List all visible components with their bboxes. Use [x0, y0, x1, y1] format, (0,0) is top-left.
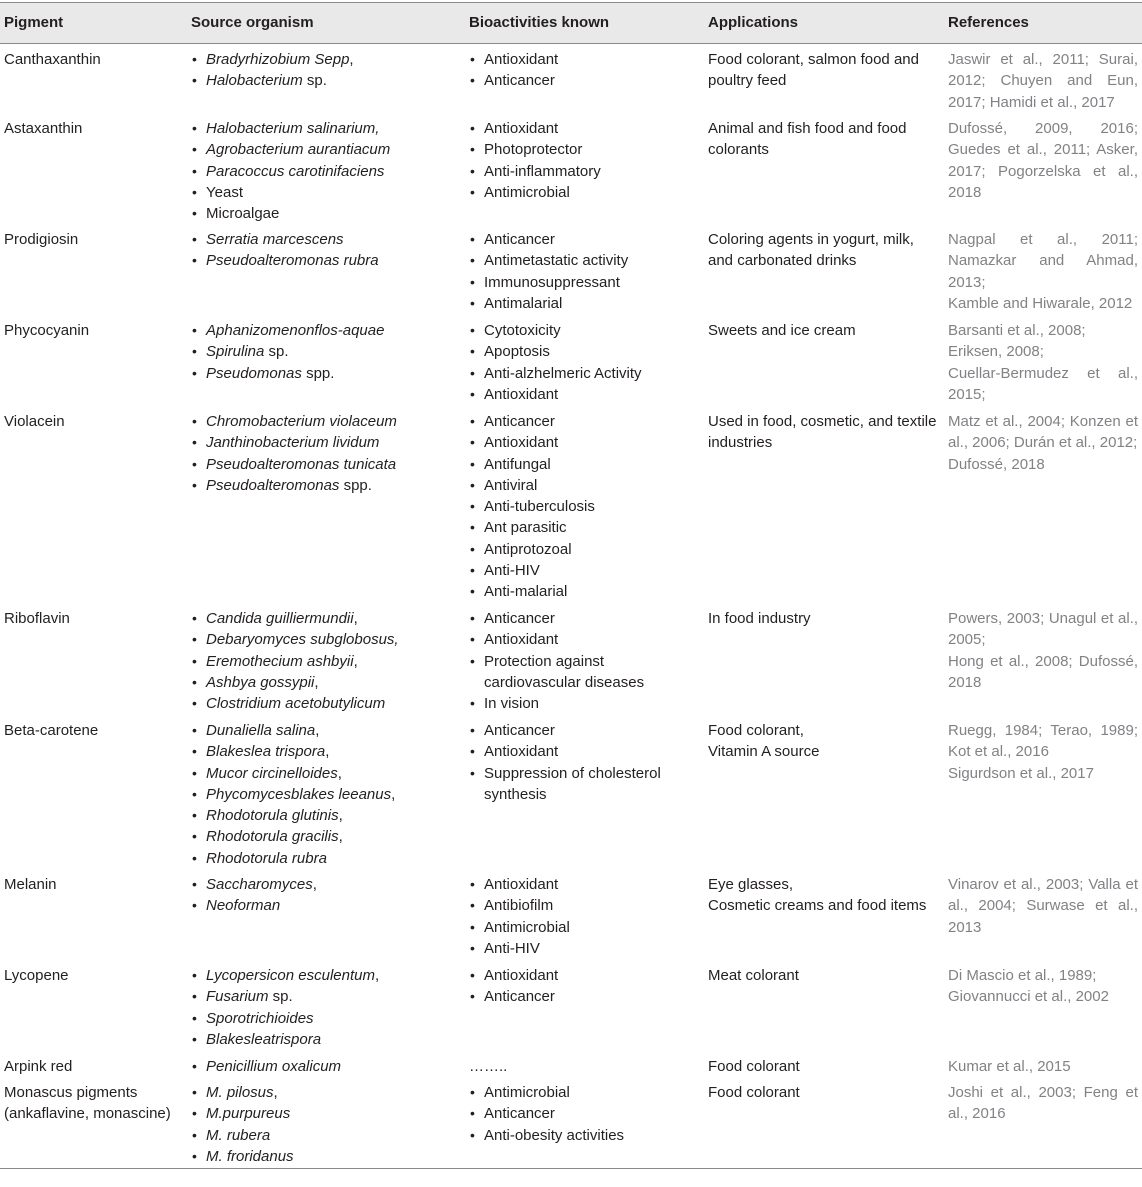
source-organism-item: • Blakesleatrispora: [191, 1029, 461, 1050]
source-organism-item: • Rhodotorula gracilis,: [191, 826, 461, 847]
application-cell: Meat colorant: [708, 967, 799, 984]
source-organism-cell: [191, 1082, 461, 1167]
references-cell: [948, 1056, 1138, 1077]
pigment-cell: Beta-carotene: [4, 722, 99, 739]
source-organism-item: • Microalgae: [191, 203, 461, 224]
references-cell: [948, 608, 1138, 693]
reference-text: Kamble and Hiwarale, 2012: [948, 294, 1133, 312]
source-organism-item: • Serratia marcescens: [191, 229, 461, 250]
bioactivity-item: • Antiprotozoal: [469, 539, 701, 560]
bioactivity-item: • Antioxidant: [469, 432, 701, 453]
table-row: [0, 1077, 1142, 1168]
bioactivity-item: • Cytotoxicity: [469, 320, 701, 341]
reference-text: Sigurdson et al., 2017: [948, 764, 1094, 782]
reference-text: Di Mascio et al., 1989;: [948, 967, 1097, 984]
bioactivity-item: • Antioxidant: [469, 49, 701, 70]
source-organism-item: • Pseudoalteromonas rubra: [191, 250, 461, 271]
bioactivity-item: • Apoptosis: [469, 341, 701, 362]
pigment-cell: Lycopene: [4, 967, 69, 984]
bioactivity-item: • Anti-HIV: [469, 938, 701, 959]
source-organism-item: • Agrobacterium aurantiacum: [191, 139, 461, 160]
source-organism-item: • M. pilosus,: [191, 1082, 461, 1103]
pigment-cell: Prodigiosin: [4, 231, 79, 248]
source-organism-item: • Ashbya gossypii,: [191, 672, 461, 693]
source-organism-item: • Pseudoalteromonas spp.: [191, 475, 461, 496]
reference-text: Nagpal et al., 2011; Namazkar and Ahmad, 2013;: [948, 231, 1138, 291]
application-cell: Eye glasses, Cosmetic creams and food items: [708, 876, 927, 915]
bioactivities-cell: [469, 720, 701, 805]
application-cell: Coloring agents in yogurt, milk, and carbonated drinks: [708, 231, 914, 270]
reference-text: Giovannucci et al., 2002: [948, 988, 1109, 1006]
application-cell: Food colorant: [708, 1058, 800, 1075]
reference-text: Kumar et al., 2015: [948, 1058, 1071, 1075]
source-organism-cell: [191, 608, 461, 714]
application-cell: Sweets and ice cream: [708, 322, 856, 339]
references-cell: [948, 118, 1138, 203]
bioactivity-item: • Antioxidant: [469, 629, 701, 650]
table-body: [0, 44, 1142, 1168]
header-source-organism: Source organism: [191, 14, 314, 31]
bioactivity-item: • Anticancer: [469, 720, 701, 741]
source-organism-cell: [191, 118, 461, 224]
bioactivity-item: • Antimicrobial: [469, 182, 701, 203]
source-organism-cell: [191, 965, 461, 1050]
reference-text: Ruegg, 1984; Terao, 1989; Kot et al., 2016: [948, 722, 1138, 761]
source-organism-item: • Blakeslea trispora,: [191, 741, 461, 762]
bioactivity-item: • Antimicrobial: [469, 1082, 701, 1103]
bioactivity-item: • Ant parasitic: [469, 517, 701, 538]
bioactivities-cell: [469, 49, 701, 92]
bioactivities-cell: [469, 320, 701, 405]
bioactivities-cell: [469, 965, 701, 1008]
bioactivity-item: • Anti-tuberculosis: [469, 496, 701, 517]
references-cell: [948, 1082, 1138, 1125]
header-pigment: Pigment: [4, 14, 64, 31]
pigment-cell: Riboflavin: [4, 610, 70, 627]
bioactivity-item: • Anti-inflammatory: [469, 161, 701, 182]
bioactivity-item: • Anticancer: [469, 986, 701, 1007]
pigment-cell: Canthaxanthin: [4, 51, 101, 68]
bioactivities-cell: [469, 229, 701, 314]
table-row: [0, 113, 1142, 224]
source-organism-cell: [191, 720, 461, 869]
references-cell: [948, 229, 1138, 314]
pigment-cell: Phycocyanin: [4, 322, 90, 339]
bioactivity-item: • Antioxidant: [469, 118, 701, 139]
bioactivity-item: • Suppression of cholesterol synthesis: [469, 763, 701, 806]
bioactivity-item: • Antioxidant: [469, 874, 701, 895]
pigment-cell: Monascus pigments (ankaflavine, monascine): [4, 1084, 171, 1123]
bioactivity-item: • Antioxidant: [469, 965, 701, 986]
source-organism-item: • Rhodotorula glutinis,: [191, 805, 461, 826]
bioactivity-item: • Anti-obesity activities: [469, 1125, 701, 1146]
source-organism-item: • Clostridium acetobutylicum: [191, 693, 461, 714]
source-organism-item: • Chromobacterium violaceum: [191, 411, 461, 432]
source-organism-cell: [191, 49, 461, 92]
source-organism-item: • Dunaliella salina,: [191, 720, 461, 741]
bioactivity-item: • Anticancer: [469, 229, 701, 250]
pigment-cell: Violacein: [4, 413, 65, 430]
table-row: [0, 224, 1142, 315]
application-cell: In food industry: [708, 610, 811, 627]
bioactivity-item: • Antifungal: [469, 454, 701, 475]
bioactivity-item: • Anti-HIV: [469, 560, 701, 581]
table-row: [0, 44, 1142, 113]
source-organism-cell: [191, 229, 461, 272]
references-cell: [948, 320, 1138, 405]
header-applications: Applications: [708, 14, 799, 31]
bioactivity-item: • Photoprotector: [469, 139, 701, 160]
bioactivity-item: • Antioxidant: [469, 741, 701, 762]
source-organism-item: • Spirulina sp.: [191, 341, 461, 362]
bottom-rule: [0, 1168, 1142, 1169]
source-organism-item: • Yeast: [191, 182, 461, 203]
bioactivity-item: • Antimalarial: [469, 293, 701, 314]
source-organism-item: • Phycomycesblakes leeanus,: [191, 784, 461, 805]
table-row: [0, 1051, 1142, 1077]
reference-text: Eriksen, 2008;: [948, 343, 1044, 361]
source-organism-cell: [191, 320, 461, 384]
application-cell: Used in food, cosmetic, and textile industries: [708, 413, 937, 452]
table-row: [0, 315, 1142, 406]
table-row: [0, 406, 1142, 603]
application-cell: Animal and fish food and food colorants: [708, 120, 907, 159]
source-organism-item: • Aphanizomenonflos-aquae: [191, 320, 461, 341]
bioactivity-item: • Antimetastatic activity: [469, 250, 701, 271]
reference-text: Matz et al., 2004; Konzen et al., 2006; Durán et al., 2012;: [948, 413, 1138, 452]
source-organism-item: • Candida guilliermundii,: [191, 608, 461, 629]
table-header: [0, 3, 1142, 43]
bioactivities-cell: [469, 608, 701, 714]
references-cell: [948, 874, 1138, 938]
source-organism-cell: [191, 1056, 461, 1077]
source-organism-item: • M. froridanus: [191, 1146, 461, 1167]
header-bioactivities: Bioactivities known: [469, 14, 610, 31]
header-references: References: [948, 14, 1029, 31]
bioactivities-cell: [469, 1082, 701, 1146]
application-cell: Food colorant, Vitamin A source: [708, 722, 820, 761]
references-cell: [948, 411, 1138, 475]
source-organism-item: • Pseudoalteromonas tunicata: [191, 454, 461, 475]
source-organism-item: • Paracoccus carotinifaciens: [191, 161, 461, 182]
source-organism-item: • Penicillium oxalicum: [191, 1056, 461, 1077]
reference-text: Dufossé, 2018: [948, 455, 1045, 473]
source-organism-item: • M. rubera: [191, 1125, 461, 1146]
reference-text: Vinarov et al., 2003; Valla et al., 2004; Surwase et al., 2013: [948, 876, 1138, 936]
source-organism-item: • M.purpureus: [191, 1103, 461, 1124]
source-organism-item: • Bradyrhizobium Sepp,: [191, 49, 461, 70]
references-cell: [948, 49, 1138, 113]
source-organism-item: • Rhodotorula rubra: [191, 848, 461, 869]
table-row: [0, 715, 1142, 869]
bioactivity-item: • Antimicrobial: [469, 917, 701, 938]
bioactivity-item: • Anticancer: [469, 1103, 701, 1124]
table-row: [0, 603, 1142, 715]
source-organism-item: • Pseudomonas spp.: [191, 363, 461, 384]
source-organism-item: • Halobacterium sp.: [191, 70, 461, 91]
source-organism-item: • Halobacterium salinarium,: [191, 118, 461, 139]
bioactivity-item: • Antiviral: [469, 475, 701, 496]
reference-text: Powers, 2003; Unagul et al., 2005;: [948, 610, 1138, 649]
bioactivity-item: • Protection against cardiovascular diseases: [469, 651, 701, 694]
reference-text: Joshi et al., 2003; Feng et al., 2016: [948, 1084, 1138, 1123]
source-organism-cell: [191, 411, 461, 496]
source-organism-item: • Neoforman: [191, 895, 461, 916]
bioactivity-item: • Anticancer: [469, 411, 701, 432]
bioactivity-item: • Immunosuppressant: [469, 272, 701, 293]
bioactivities-cell: [469, 118, 701, 203]
source-organism-item: • Fusarium sp.: [191, 986, 461, 1007]
references-cell: [948, 965, 1138, 1008]
source-organism-item: • Debaryomyces subglobosus,: [191, 629, 461, 650]
bioactivities-cell: ……..: [469, 1058, 508, 1075]
bioactivities-cell: [469, 411, 701, 603]
bioactivity-item: • Anticancer: [469, 70, 701, 91]
reference-text: Barsanti et al., 2008;: [948, 322, 1086, 339]
source-organism-item: • Lycopersicon esculentum,: [191, 965, 461, 986]
source-organism-cell: [191, 874, 461, 917]
pigment-cell: Melanin: [4, 876, 57, 893]
reference-text: Jaswir et al., 2011; Surai, 2012; Chuyen and Eun, 2017; Hamidi et al., 2017: [948, 51, 1138, 111]
bioactivity-item: • Antibiofilm: [469, 895, 701, 916]
pigment-cell: Arpink red: [4, 1058, 73, 1075]
reference-text: Dufossé, 2009, 2016; Guedes et al., 2011; Asker, 2017; Pogorzelska et al., 2018: [948, 120, 1138, 201]
references-cell: [948, 720, 1138, 784]
source-organism-item: • Sporotrichioides: [191, 1008, 461, 1029]
pigment-cell: Astaxanthin: [4, 120, 83, 137]
source-organism-item: • Eremothecium ashbyii,: [191, 651, 461, 672]
bioactivity-item: • Anti-alzhelmeric Activity: [469, 363, 701, 384]
reference-text: Hong et al., 2008; Dufossé, 2018: [948, 652, 1138, 691]
source-organism-item: • Saccharomyces,: [191, 874, 461, 895]
pigment-table: [0, 2, 1142, 1169]
application-cell: Food colorant, salmon food and poultry feed: [708, 51, 919, 90]
table-row: [0, 960, 1142, 1051]
table-row: [0, 869, 1142, 960]
application-cell: Food colorant: [708, 1084, 800, 1101]
reference-text: Cuellar-Bermudez et al., 2015;: [948, 364, 1138, 403]
bioactivity-item: • Anti-malarial: [469, 581, 701, 602]
bioactivity-item: • In vision: [469, 693, 701, 714]
source-organism-item: • Janthinobacterium lividum: [191, 432, 461, 453]
bioactivity-item: • Anticancer: [469, 608, 701, 629]
source-organism-item: • Mucor circinelloides,: [191, 763, 461, 784]
bioactivities-cell: [469, 874, 701, 959]
bioactivity-item: • Antioxidant: [469, 384, 701, 405]
